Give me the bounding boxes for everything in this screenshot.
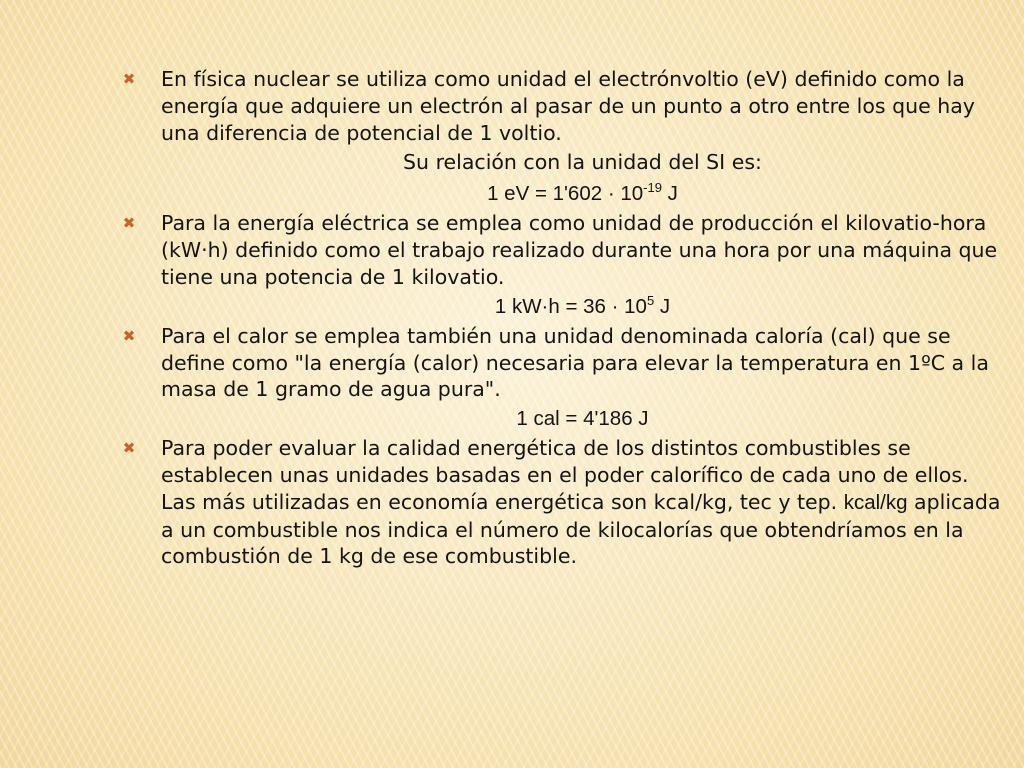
bullet-item-calorie	[122, 323, 1004, 403]
formula-ev-exponent: -19	[643, 180, 662, 196]
bullet-text: Para el calor se emplea también una unidad denominada caloría (cal) que se define como "la energía (calor) necesaria para elevar la temperatura en 1ºC a la masa de 1 gramo de agua pura".	[161, 323, 989, 402]
bullet-item-fuel-units	[122, 435, 1004, 570]
bullet-text: Para la energía eléctrica se emplea como unidad de producción el kilovatio-hora (kW·h) definido como el trabajo realizado durante una hora por una máquina que tiene una potencia de 1 kilovatio.	[161, 211, 998, 289]
x-bullet-icon: ✖	[122, 439, 136, 458]
formula-cal: 1 cal = 4'186 J	[516, 407, 649, 431]
formula-kwh-exponent: 5	[646, 292, 655, 308]
bullet-text-part-1: Para poder evaluar la calidad energética de los distintos combustibles se establecen unas unidades basadas en el poder calorífico de cada uno de ellos. Las más utilizadas en economía energética son kcal/kg, tec y tep.	[161, 436, 969, 514]
x-bullet-icon: ✖	[122, 70, 136, 88]
formula-kwh-unit: J	[654, 294, 671, 318]
formula-ev-main: 1 eV = 1'602 · 10	[487, 182, 644, 206]
kcal-kg-term: kcal/kg	[843, 490, 908, 514]
bullet-text-part-2: aplicada a un combustible nos indica el número de kilocalorías que obtendríamos en la combustión de 1 kg de ese combustible.	[161, 489, 1001, 569]
bullet-item-electronvolt	[122, 66, 1004, 146]
bullet-text: En física nuclear se utiliza como unidad el electrónvoltio (eV) definido como la energía que adquiere un electrón al pasar de un punto a otro entre los que hay una diferencia de potencial de 1 voltio.	[161, 67, 975, 145]
bullet-text	[161, 435, 1004, 570]
formula-kwh	[122, 291, 1004, 323]
x-bullet-icon: ✖	[122, 326, 136, 345]
si-relation-text: Su relación con la unidad del SI es:	[403, 150, 762, 175]
bullet-item-kilowatt-hour	[122, 210, 1004, 290]
x-bullet-icon: ✖	[122, 214, 136, 233]
formula-kwh-main: 1 kW·h = 36 · 10	[494, 294, 647, 318]
slide-content	[122, 66, 1004, 570]
formula-ev	[122, 178, 1004, 210]
formula-ev-unit: J	[661, 182, 678, 206]
